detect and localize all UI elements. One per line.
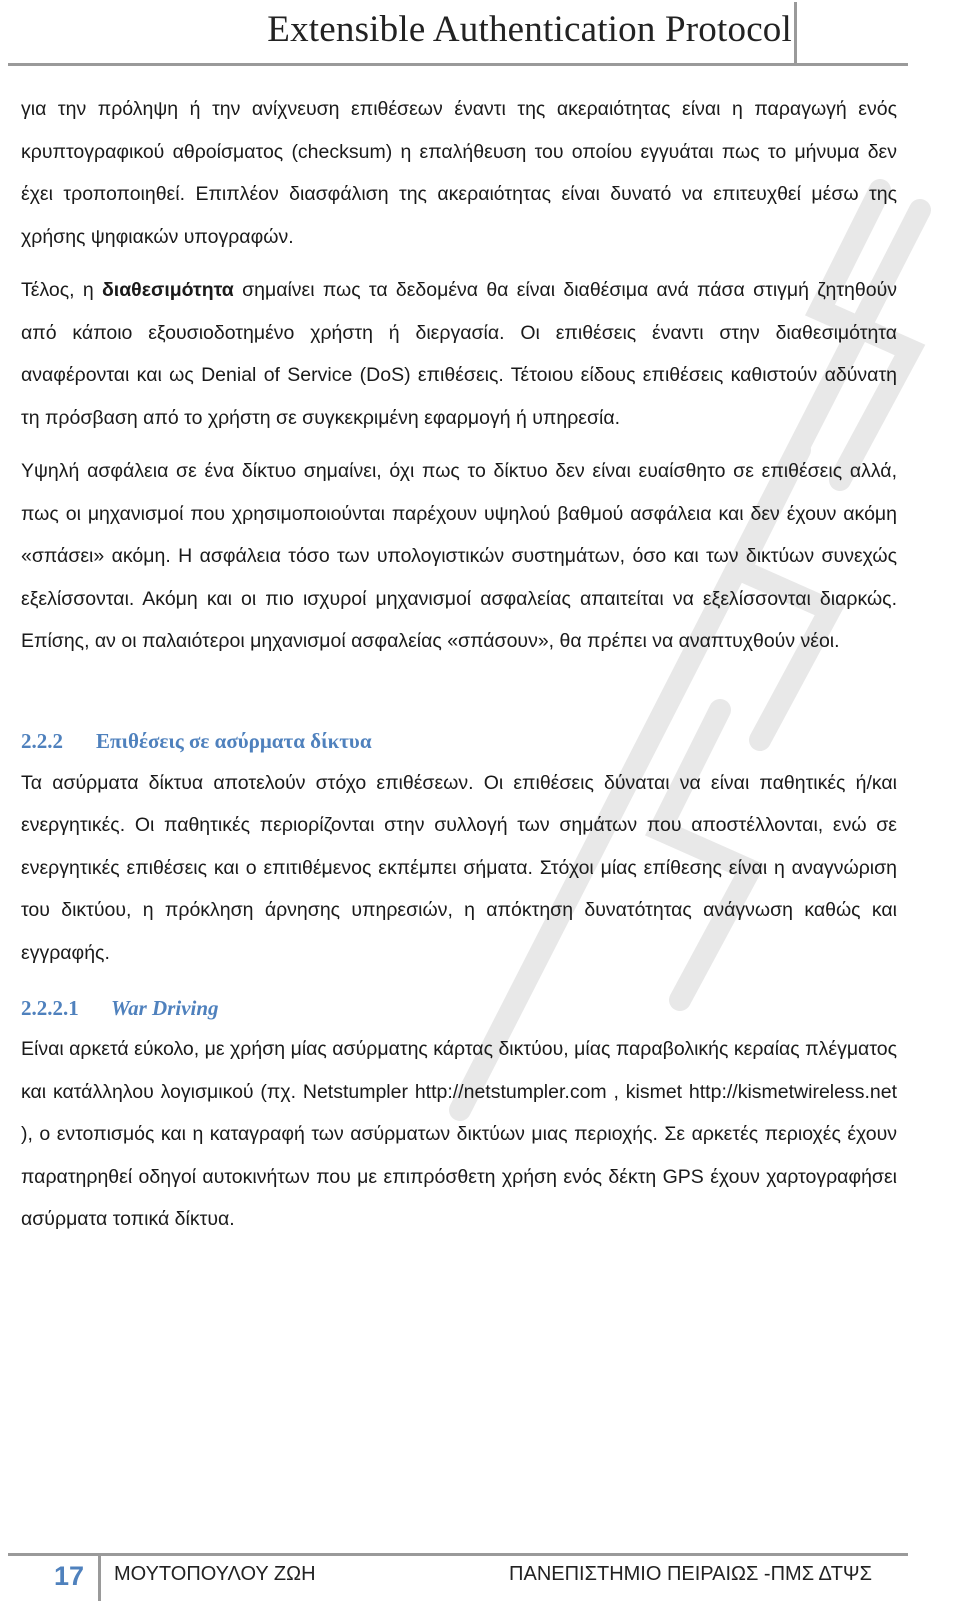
header-divider <box>794 2 797 64</box>
availability-term: διαθεσιμότητα <box>101 279 234 301</box>
footer-author: ΜΟΥΤΟΠΟΥΛΟΥ ΖΩΗ <box>114 1563 316 1585</box>
page-content <box>21 88 897 1241</box>
footer-rule <box>8 1553 908 1556</box>
paragraph-wireless-attacks: Τα ασύρματα δίκτυα αποτελούν στόχο επιθέσεων. Οι επιθέσεις δύναται να είναι παθητικές ή/και ενεργητικές. Οι παθητικές περιορίζονται στην συλλογή των σημάτων που αποστέλλονται, ενώ σε ενεργητικές επιθέσεις και ο επιτιθέμενος εκπέμπει σήματα. Στόχοι μίας επίθεσης είναι η αναγνώριση του δικτύου, η πρόκληση άρνησης υπηρεσιών, η απόκτηση δυνατότητας ανάγνωση καθώς και εγγραφής. <box>21 771 897 964</box>
paragraph-war-driving: Είναι αρκετά εύκολο, με χρήση μίας ασύρματης κάρτας δικτύου, μίας παραβολικής κεραίας πλέγματος και κατάλληλου λογισμικού (πχ. Netstumpler http://netstumpler.com , kismet http://kismetwireless.net ), ο εντοπισμός και η καταγραφή των ασύρματων δικτύων μιας περιοχής. Σε αρκετές περιοχές έχουν παρατηρηθεί οδηγοί αυτοκινήτων που με επιπρόσθετη χρήση ενός δέκτη GPS έχουν χαρτογραφήσει ασύρματα τοπικά δίκτυα. <box>21 1038 897 1230</box>
running-header-title: Extensible Authentication Protocol <box>267 9 792 50</box>
footer-divider <box>98 1553 101 1601</box>
paragraph-integrity: για την πρόληψη ή την ανίχνευση επιθέσεων έναντι της ακεραιότητας είναι η παραγωγή ενός κρυπτογραφικού αθροίσματος (checksum) η επαλήθευση του οποίου εγγυάται πως το μήνυμα δεν έχει τροποποιηθεί. Επιπλέον διασφάλιση της ακεραιότητας είναι δυνατό να επιτευχθεί μέσω της χρήσης ψηφιακών υπογραφών. <box>21 98 897 248</box>
subsection-heading <box>21 988 897 1028</box>
paragraph-high-security: Υψηλή ασφάλεια σε ένα δίκτυο σημαίνει, όχι πως το δίκτυο δεν είναι ευαίσθητο σε επιθέσεις αλλά, πως οι μηχανισμοί που χρησιμοποιούνται παρέχουν υψηλού βαθμού ασφάλεια και δεν έχουν ακόμη «σπάσει» ακόμη. Η ασφάλεια τόσο των υπολογιστικών συστημάτων, όσο και των δικτύων συνεχώς εξελίσσονται. Ακόμη και οι πιο ισχυροί μηχανισμοί ασφαλείας απαιτείται να εξελίσσονται διαρκώς. Επίσης, αν οι παλαιότεροι μηχανισμοί ασφαλείας «σπάσουν», θα πρέπει να αναπτυχθούν νέοι. <box>21 460 897 652</box>
section-title: Επιθέσεις σε ασύρματα δίκτυα <box>96 728 372 753</box>
subsection-title: War Driving <box>111 996 219 1020</box>
footer-institution: ΠΑΝΕΠΙΣΤΗΜΙΟ ΠΕΙΡΑΙΩΣ -ΠΜΣ ΔΤΨΣ <box>509 1563 872 1585</box>
subsection-number: 2.2.2.1 <box>21 996 79 1020</box>
availability-intro: Τέλος, η <box>21 279 102 301</box>
section-number: 2.2.2 <box>21 728 63 753</box>
header-rule <box>8 63 908 66</box>
section-heading <box>21 720 897 762</box>
availability-text: σημαίνει πως τα δεδομένα θα είναι διαθέσιμα ανά πάσα στιγμή ζητηθούν από κάποιο εξουσιοδοτημένο χρήστη ή διεργασία. Οι επιθέσεις έναντι στην διαθεσιμότητα αναφέρονται και ως Denial of Service (DoS) επιθέσεις. Τέτοιου είδους επιθέσεις καθιστούν αδύνατη τη πρόσβαση από το χρήστη σε συγκεκριμένη εφαρμογή ή υπηρεσία. <box>21 279 897 429</box>
page-number: 17 <box>54 1561 85 1591</box>
paragraph-availability <box>21 269 897 439</box>
